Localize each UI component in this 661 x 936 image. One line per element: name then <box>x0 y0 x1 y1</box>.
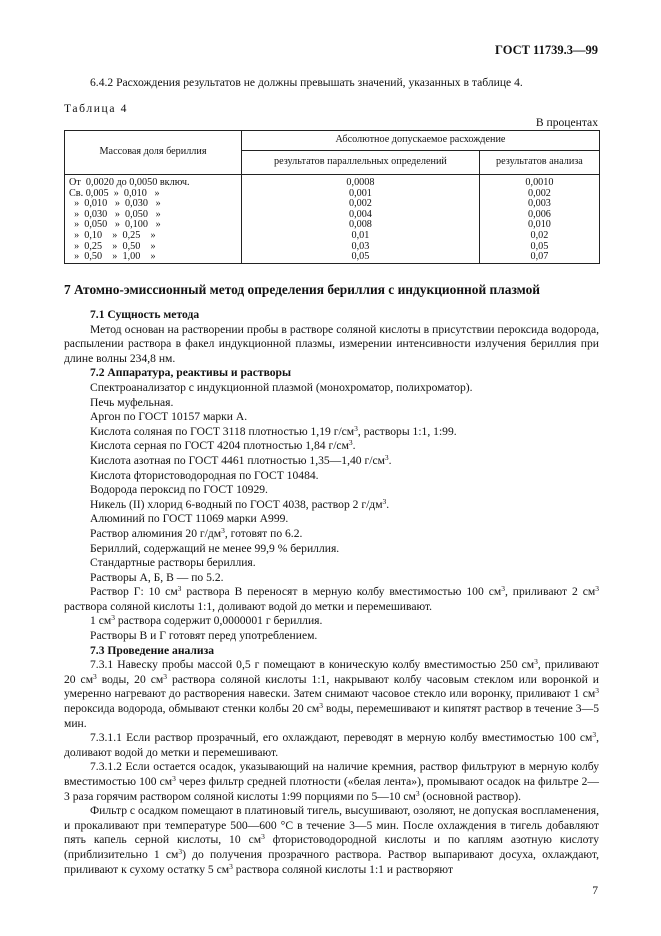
table-units: В процентах <box>535 116 598 129</box>
parallel-cell: 0,03 <box>242 242 480 253</box>
paragraph-7-1: Метод основан на растворении пробы в растворе соляной кислоты в присутствии пероксида водорода, распылении раствора в факел индукционной плазмы, измерении интенсивности излучения бериллия при длине волны 234,8 нм. <box>64 322 599 365</box>
parallel-cell: 0,008 <box>242 220 480 231</box>
subsection-7-3-title: 7.3 Проведение анализа <box>90 643 215 657</box>
item-concentration: 1 $см^3$ раствора содержит 0,0000001 г бериллия. <box>90 613 323 628</box>
range-cell: От 0,0020 до 0,0050 включ. <box>69 177 190 188</box>
item-hydrogen-peroxide: Водорода пероксид по ГОСТ 10929. <box>90 483 268 497</box>
range-cell: » 0,25 » 0,50 » <box>69 240 156 252</box>
item-furnace: Печь муфельная. <box>90 395 174 409</box>
section-7-body <box>64 308 599 877</box>
item-nitric-acid: Кислота азотная по ГОСТ 4461 плотностью 1,35—1,40 $г/см^3$. <box>90 452 392 467</box>
parallel-cell: 0,0008 <box>242 175 480 189</box>
analysis-cell: 0,006 <box>479 210 599 221</box>
item-nickel-chloride: Никель (II) хлорид 6-водный по ГОСТ 4038, раствор 2 $г/дм^3$. <box>90 496 390 511</box>
range-cell: » 0,010 » 0,030 » <box>69 198 161 210</box>
item-sulfuric-acid: Кислота серная по ГОСТ 4204 плотностью 1,84 $г/см^3$. <box>90 438 356 453</box>
paragraph-7-3-1: 7.3.1 Навеску пробы массой 0,5 г помещают в коническую колбу вместимостью 250 $см^3$, приливают 20 $см^3$ воды, 20 $см^3$ раствора соляной кислоты 1:1, накрывают колбу часовым стеклом или воронкой и умеренно нагревают до растворения навески. Затем снимают часовое стекло или воронку, приливают 1 $см^3$ пероксида водорода, обмывают стенки колбы 20 $см^3$ воды, перемешивают и кипятят раствор в течение 3—5 мин. <box>64 657 600 730</box>
range-cell: Св. 0,005 » 0,010 » <box>69 187 160 199</box>
col-header-abs: Абсолютное допускаемое расхождение <box>242 131 600 151</box>
doc-header: ГОСТ 11739.3—99 <box>495 43 598 57</box>
item-hydrofluoric-acid: Кислота фтористоводородная по ГОСТ 10484. <box>90 468 319 482</box>
analysis-cell: 0,010 <box>479 220 599 231</box>
parallel-cell: 0,05 <box>242 252 480 263</box>
item-argon: Аргон по ГОСТ 10157 марки А. <box>90 410 248 424</box>
analysis-cell: 0,003 <box>479 199 599 210</box>
col-header-parallel: результатов параллельных определений <box>242 151 480 175</box>
paragraph-6-4-2: 6.4.2 Расхождения результатов не должны превышать значений, указанных в таблице 4. <box>90 76 523 89</box>
analysis-cell: 0,0010 <box>479 175 599 189</box>
table-row <box>65 252 600 263</box>
parallel-cell: 0,001 <box>242 189 480 200</box>
analysis-cell: 0,02 <box>479 231 599 242</box>
analysis-cell: 0,05 <box>479 242 599 253</box>
analysis-cell: 0,002 <box>479 189 599 200</box>
paragraph-7-3-1-2: 7.3.1.2 Если остается осадок, указывающий на наличие кремния, раствор фильтруют в мерную колбу вместимостью 100 $см^3$ через фильтр средней плотности («белая лента»), промывают осадок на фильтре 2—3 раза горячим раствором соляной кислоты 1:99 порциями по 5—10 $см^3$ (основной раствор). <box>64 760 600 803</box>
col-header-mass: Массовая доля бериллия <box>65 131 242 175</box>
section-7-title: 7 Атомно-эмиссионный метод определения бериллия с индукционной плазмой <box>64 282 540 297</box>
table-row <box>65 231 600 242</box>
range-cell: » 0,10 » 0,25 » <box>69 229 156 241</box>
paragraph-filter: Фильтр с осадком помещают в платиновый тигель, высушивают, озоляют, не допуская воспламенения, и прокаливают при температуре 500—600 °С в течение 3—5 мин. После охлаждения в тигель добавляют пять капель серной кислоты, 10 $см^3$ фтористоводородной кислоты и по каплям азотную кислоту (приблизительно 1 $см^3$) до получения прозрачного раствора. Раствор выпаривают досуха, охлаждают, приливают к сухому остатку 5 $см^3$ раствора соляной кислоты 1:1 и растворяют <box>64 804 600 876</box>
range-cell: » 0,030 » 0,050 » <box>69 208 161 220</box>
item-aluminium-solution: Раствор алюминия 20 $г/дм^3$, готовят по 6.2. <box>90 525 303 540</box>
page-number: 7 <box>592 884 598 897</box>
item-solutions-abv: Растворы А, Б, В — по 5.2. <box>90 570 224 584</box>
range-cell: » 0,50 » 1,00 » <box>69 251 156 263</box>
item-spectroanalyzer: Спектроанализатор с индукционной плазмой (монохроматор, полихроматор). <box>90 380 473 394</box>
paragraph-7-3-1-1: 7.3.1.1 Если раствор прозрачный, его охлаждают, переводят в мерную колбу вместимостью 100 $см^3$, доливают водой до метки и перемешивают. <box>64 730 599 759</box>
range-cell: » 0,050 » 0,100 » <box>69 219 161 231</box>
analysis-cell: 0,07 <box>479 252 599 263</box>
item-beryllium: Бериллий, содержащий не менее 99,9 % бериллия. <box>90 541 340 555</box>
subsection-7-2-title: 7.2 Аппаратура, реактивы и растворы <box>90 366 292 380</box>
table-4 <box>64 130 600 264</box>
subsection-7-1-title: 7.1 Сущность метода <box>90 308 200 321</box>
table-caption: Таблица 4 <box>64 102 128 115</box>
table-row <box>65 175 600 189</box>
parallel-cell: 0,01 <box>242 231 480 242</box>
item-prepare-note: Растворы В и Г готовят перед употреблением. <box>90 629 318 643</box>
col-header-analysis: результатов анализа <box>479 151 599 175</box>
parallel-cell: 0,004 <box>242 210 480 221</box>
item-aluminium: Алюминий по ГОСТ 11069 марки А999. <box>90 512 289 526</box>
item-hcl: Кислота соляная по ГОСТ 3118 плотностью 1,19 $г/см^3$, растворы 1:1, 1:99. <box>90 423 457 438</box>
parallel-cell: 0,002 <box>242 199 480 210</box>
item-solution-g: Раствор Г: 10 $см^3$ раствора В переносят в мерную колбу вместимостью 100 $см^3$, приливают 2 $см^3$ раствора соляной кислоты 1:1, доливают водой до метки и перемешивают. <box>64 584 599 613</box>
item-standard-solutions: Стандартные растворы бериллия. <box>90 556 256 570</box>
